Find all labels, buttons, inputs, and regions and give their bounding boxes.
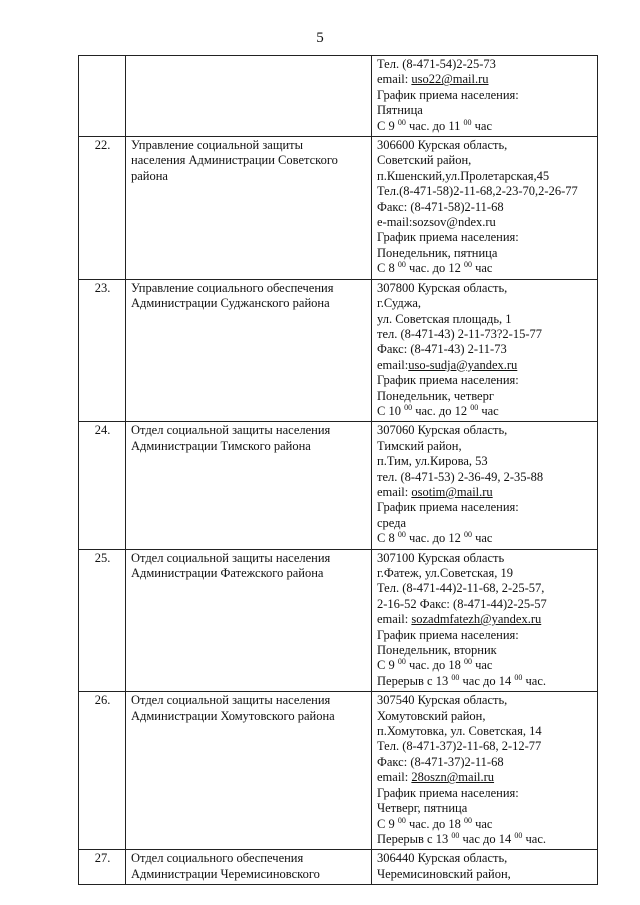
contact-line	[377, 169, 593, 184]
contact-text: час. до 12	[405, 531, 464, 546]
contact-line	[377, 470, 593, 485]
contact-text: email:	[377, 357, 409, 372]
contact-text: Факс: (8-471-37)2-11-68	[377, 754, 504, 769]
contact-text: час. до 12	[412, 403, 471, 418]
contact-line	[377, 57, 593, 72]
row-number: 22.	[79, 137, 126, 280]
contact-line	[377, 439, 593, 454]
contact-line	[377, 516, 593, 531]
table-row	[79, 692, 598, 850]
contact-line	[377, 230, 593, 245]
table-row	[79, 279, 598, 422]
contact-line	[377, 423, 593, 438]
contact-line	[377, 739, 593, 754]
contact-text: час.	[522, 673, 546, 688]
time-minutes-superscript: 00	[514, 830, 523, 840]
contact-text: С 8	[377, 531, 398, 546]
contact-text: Факс: (8-471-58)2-11-68	[377, 199, 504, 214]
contact-line	[377, 184, 593, 199]
contact-line	[377, 342, 593, 357]
time-minutes-superscript: 00	[463, 530, 472, 540]
table-row	[79, 549, 598, 692]
contact-text: С 9	[377, 816, 398, 831]
contact-text: email:	[377, 612, 412, 627]
contact-line	[377, 658, 593, 673]
organization-name-line: Администрации Фатежского района	[131, 566, 324, 580]
contact-text: час	[478, 403, 499, 418]
contact-text: час	[471, 531, 493, 546]
contact-text: час. до 12	[405, 261, 464, 276]
organization-name-line: Администрации Суджанского района	[131, 296, 330, 311]
contact-line	[377, 581, 593, 596]
contact-line	[377, 832, 593, 847]
contact-info	[372, 137, 598, 280]
contact-text: Советский район,	[377, 153, 472, 168]
organization-name-line: Администрации Черемисиновского	[131, 866, 320, 881]
contact-text: Понедельник, пятница	[377, 245, 498, 260]
contact-line	[377, 153, 593, 168]
contact-info	[372, 56, 598, 137]
contact-text: ул. Советская площадь, 1	[377, 311, 512, 326]
contact-text: Четверг, пятница	[377, 801, 468, 816]
contact-line	[377, 867, 593, 882]
contact-text: 306600 Курская область,	[377, 138, 508, 153]
time-minutes-superscript: 00	[470, 402, 479, 412]
contact-text: час	[471, 816, 493, 831]
contact-line	[377, 801, 593, 816]
contact-text: час. до 11	[405, 118, 464, 133]
contact-line	[377, 281, 593, 296]
time-minutes-superscript: 00	[397, 657, 406, 667]
contact-text: С 9	[377, 118, 398, 133]
contact-line	[377, 628, 593, 643]
email-address: uso22@mail.ru	[411, 72, 489, 87]
organization-name-line: Отдел социальной защиты населения	[131, 693, 331, 708]
contact-text: час. до 18	[405, 658, 464, 673]
contact-line	[377, 373, 593, 388]
time-minutes-superscript: 00	[463, 117, 472, 127]
contact-line	[377, 404, 593, 419]
contact-line	[377, 693, 593, 708]
social-protection-offices-table	[78, 55, 598, 885]
contact-line	[377, 389, 593, 404]
organization-name-line: Администрации Хомутовского района	[131, 708, 335, 723]
contact-text: 306440 Курская область,	[377, 851, 508, 866]
contact-text: Тел.(8-471-58)2-11-68,2-23-70,2-26-77	[377, 184, 578, 199]
contact-line	[377, 551, 593, 566]
contact-line	[377, 454, 593, 469]
email-address: sozadmfatezh@yandex.ru	[411, 612, 542, 627]
organization-name	[126, 279, 372, 422]
contact-text: Хомутовский район,	[377, 708, 486, 723]
organization-name	[126, 549, 372, 692]
contact-line	[377, 755, 593, 770]
contact-text: Тимский район,	[377, 438, 462, 453]
time-minutes-superscript: 00	[451, 830, 460, 840]
contact-line	[377, 327, 593, 342]
organization-name	[126, 850, 372, 885]
contact-line	[377, 724, 593, 739]
organization-name-line: Администрации Тимского района	[131, 438, 311, 453]
row-number: 24.	[79, 422, 126, 549]
contact-line	[377, 709, 593, 724]
contact-line	[377, 358, 593, 373]
contact-text: час до 14	[459, 673, 515, 688]
contact-line	[377, 770, 593, 785]
row-number: 23.	[79, 279, 126, 422]
table-row	[79, 422, 598, 549]
contact-text: 307800 Курская область,	[377, 280, 508, 295]
organization-name	[126, 422, 372, 549]
contact-info	[372, 692, 598, 850]
row-number: 26.	[79, 692, 126, 850]
contact-line	[377, 485, 593, 500]
contact-line	[377, 566, 593, 581]
contact-text: п.Кшенский,ул.Пролетарская,45	[377, 168, 550, 183]
contact-info	[372, 549, 598, 692]
contact-text: среда	[377, 515, 407, 530]
row-number: 27.	[79, 850, 126, 885]
contact-text: час.	[522, 831, 546, 846]
contact-text: п.Тим, ул.Кирова, 53	[377, 454, 488, 469]
contact-text: час. до 18	[405, 816, 464, 831]
organization-name-line: Отдел социальной защиты населения	[131, 550, 331, 565]
contact-text: С 8	[377, 261, 398, 276]
contact-line	[377, 597, 593, 612]
organization-name	[126, 137, 372, 280]
contact-text: График приема населения:	[377, 87, 519, 102]
table-body	[79, 56, 598, 885]
time-minutes-superscript: 00	[397, 260, 406, 270]
contact-line	[377, 531, 593, 546]
time-minutes-superscript: 00	[514, 672, 523, 682]
contact-text: час до 14	[459, 831, 515, 846]
contact-line	[377, 817, 593, 832]
contact-text: час	[471, 658, 493, 673]
contact-line	[377, 72, 593, 87]
time-minutes-superscript: 00	[463, 815, 472, 825]
contact-line	[377, 103, 593, 118]
contact-text: Пятница	[377, 103, 423, 118]
contact-text: 307060 Курская область,	[377, 423, 508, 438]
organization-name-line: Отдел социальной защиты населения	[131, 423, 331, 438]
contact-line	[377, 674, 593, 689]
email-address: uso-sudja@yandex.ru	[408, 357, 518, 372]
contact-text: п.Хомутовка, ул. Советская, 14	[377, 724, 542, 739]
organization-name-line: Отдел социального обеспечения	[131, 851, 304, 866]
contact-text: Тел. (8-471-37)2-11-68, 2-12-77	[377, 739, 542, 754]
contact-text: Тел. (8-471-54)2-25-73	[377, 57, 496, 71]
contact-text: 307100 Курская область	[377, 550, 505, 565]
organization-name-line: Управление социальной защиты	[131, 138, 304, 153]
row-number	[79, 56, 126, 137]
contact-text: С 9	[377, 658, 398, 673]
time-minutes-superscript: 00	[463, 260, 472, 270]
organization-name-line: района	[131, 168, 168, 183]
contact-text: Перерыв с 13	[377, 673, 452, 688]
contact-text: Черемисиновский район,	[377, 866, 511, 881]
contact-text: email:	[377, 770, 412, 785]
organization-name-line: Управление социального обеспечения	[131, 280, 334, 295]
contact-text: тел. (8-471-53) 2-36-49, 2-35-88	[377, 469, 544, 484]
contact-text: График приема населения:	[377, 785, 519, 800]
contact-text: График приема населения:	[377, 627, 519, 642]
contact-line	[377, 215, 593, 230]
contact-text: Факс: (8-471-43) 2-11-73	[377, 342, 507, 357]
contact-text: тел. (8-471-43) 2-11-73?2-15-77	[377, 326, 543, 341]
contact-text: График приема населения:	[377, 373, 519, 388]
time-minutes-superscript: 00	[397, 815, 406, 825]
contact-text: час	[471, 261, 493, 276]
time-minutes-superscript: 00	[404, 402, 413, 412]
contact-line	[377, 643, 593, 658]
contact-line	[377, 296, 593, 311]
email-address: 28oszn@mail.ru	[411, 770, 495, 785]
contact-info	[372, 850, 598, 885]
contact-text: e-mail:sozsov@ndex.ru	[377, 215, 496, 230]
email-address: osotim@mail.ru	[411, 484, 493, 499]
organization-name-line: населения Администрации Советского	[131, 153, 338, 168]
contact-line	[377, 786, 593, 801]
contact-line	[377, 246, 593, 261]
contact-line	[377, 88, 593, 103]
contact-info	[372, 422, 598, 549]
contact-line	[377, 138, 593, 153]
row-number: 25.	[79, 549, 126, 692]
contact-text: Понедельник, четверг	[377, 388, 494, 403]
contact-text: email:	[377, 484, 412, 499]
organization-name	[126, 692, 372, 850]
time-minutes-superscript: 00	[463, 657, 472, 667]
contact-text: Понедельник, вторник	[377, 643, 497, 658]
time-minutes-superscript: 00	[451, 672, 460, 682]
time-minutes-superscript: 00	[397, 530, 406, 540]
contact-text: Тел. (8-471-44)2-11-68, 2-25-57,	[377, 581, 545, 596]
contact-text: График приема населения:	[377, 500, 519, 515]
contact-line	[377, 200, 593, 215]
table-row	[79, 850, 598, 885]
organization-name	[126, 56, 372, 137]
contact-text: График приема населения:	[377, 230, 519, 245]
contact-text: г.Суджа,	[377, 296, 422, 311]
table-row	[79, 56, 598, 137]
contact-text: email:	[377, 72, 412, 87]
contact-text: г.Фатеж, ул.Советская, 19	[377, 566, 513, 580]
contact-text: час	[471, 118, 493, 133]
contact-info	[372, 279, 598, 422]
contact-line	[377, 312, 593, 327]
contact-line	[377, 119, 593, 134]
contact-text: Перерыв с 13	[377, 831, 452, 846]
page-number: 5	[316, 30, 324, 46]
contact-line	[377, 261, 593, 276]
contact-line	[377, 612, 593, 627]
table-row	[79, 137, 598, 280]
contact-text: 2-16-52 Факс: (8-471-44)2-25-57	[377, 596, 547, 611]
contact-line	[377, 500, 593, 515]
time-minutes-superscript: 00	[397, 117, 406, 127]
contact-line	[377, 851, 593, 866]
contact-text: 307540 Курская область,	[377, 693, 508, 708]
contact-text: С 10	[377, 403, 405, 418]
